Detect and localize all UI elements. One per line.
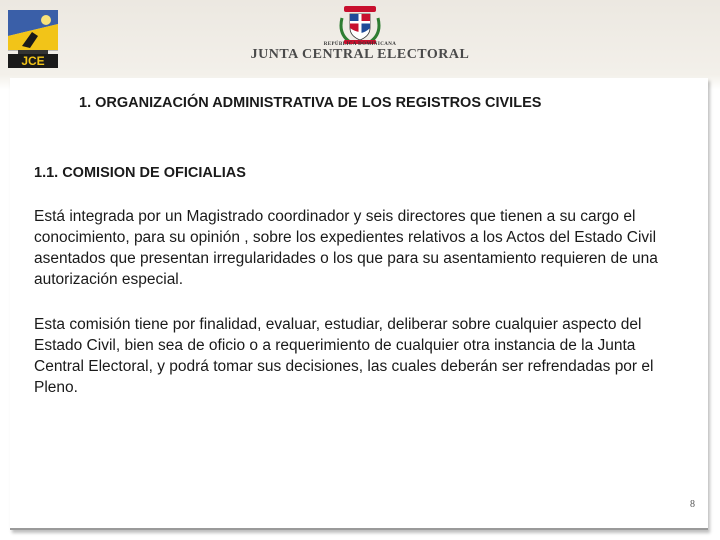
slide-content-panel <box>10 78 708 530</box>
republic-label: REPÚBLICA DOMINICANA <box>323 42 397 47</box>
paragraph-purpose: Esta comisión tiene por finalidad, evaluar, estudiar, deliberar sobre cualquier aspecto del Estado Civil, bien sea de oficio o a requerimiento de cualquier otra instancia de la Junta Central Electoral, y podrá tomar sus decisiones, las cuales deberán ser refrendadas por el Pleno. <box>34 316 654 396</box>
logo-text: JCE <box>21 54 45 68</box>
slide-header <box>0 0 720 80</box>
paragraph-composition: Está integrada por un Magistrado coordinador y seis directores que tienen a su cargo el conocimiento, para su opinión , sobre los expedientes relativos a los Actos del Estado Civil asentados que presentan irregularidades o los que para su asentamiento requieren de una autorización especial. <box>34 208 658 288</box>
subsection-title: 1.1. COMISION DE OFICIALIAS <box>34 165 246 181</box>
page-number: 8 <box>690 499 695 510</box>
coat-of-arms-icon <box>338 4 382 46</box>
organization-name: JUNTA CENTRAL ELECTORAL <box>250 47 470 62</box>
section-title: 1. ORGANIZACIÓN ADMINISTRATIVA DE LOS REGISTROS CIVILES <box>79 95 542 111</box>
